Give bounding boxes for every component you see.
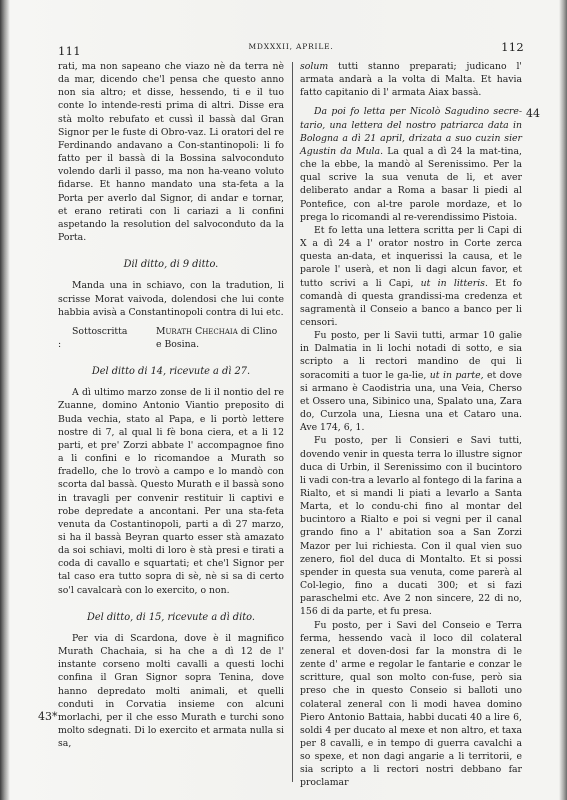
signature-block (58, 325, 284, 351)
column-divider (292, 62, 293, 782)
page-number-right: 112 (501, 40, 524, 54)
text-run: et dove si armano è Caodistria una, una Veia, Cherso et Ossero una, Sibinico una, Spalato una, Zara do, Curzola una, Liesna una et Cataro una. Ave 174, 6, 1. (300, 369, 522, 434)
italic-text: solum (300, 61, 329, 72)
signature-place: di Clino e Bosina. (156, 325, 278, 350)
paragraph: Per via di Scardona, dove è il magnifico Murath Chachaia, si ha che a dì 12 de l' instante corseno molti cavalli a questi lochi confina il Gran Signor sopra Tenina, dove hanno depredato molti animali, et quelli conduti in Corvatia insieme con alcuni morlachi, per il che esso Murath e turchi sono molto sdegnati. Di lo exercito et armata nulla si sa, (58, 632, 284, 750)
signature-text (132, 325, 284, 351)
text-run: tutti stanno preparati; judicano l' armata andarà a la volta di Malta. Et havia fatto capitanio di l' armata Aiax bassà. (300, 61, 522, 99)
page-number-left: 111 (58, 44, 81, 58)
signature-label: Sottoscritta : (58, 325, 128, 350)
paragraph: rati, ma non sapeano che viazo nè da terra nè da mar, dicendo che'l pensa che questo anno non sia altro; et disse, hessendo, ti e il tuo conte lo intende-resti prima di altri. Disse era stà molto rebufato et cussì il bassà dal Gran Signor per le fuste di Obro-vaz. Li oratori del re Ferdinando andavano a Con-stantinopoli: li fo fatto per il bassà di la Bossina salvoconduto volendo darli il passo, ma non ha-veano voluto fidarse. Et hanno mandato una sta-feta a la Porta per averlo dal Signor, di andar e tornar, et erano retirati con li cariazi a li confini aspetando la resolution del salvoconduto da la Porta. (58, 61, 284, 244)
page-edge-left (0, 0, 10, 800)
margin-note-right: 44 (526, 107, 540, 120)
paragraph: A dì ultimo marzo zonse de li il nontio del re Zuanne, domino Antonio Viantio preposito di Buda vechia, stato al Papa, e li portò lettere nostre di 7, al qual li fè bona ciera, et a li 12 parti, et pre' Zorzi abbate l' accompagnoe fino a li confini e lo ricomandoe a Murath so fradello, che lo trovò a campo e lo mandò con scorta dal bassà. Questo Murath e il bassà sono in travagli per convenir restituir li captivi e robe depredate a ancontani. Per una sta-feta venuta da Costantinopoli, parti a dì 27 marzo, si ha il bassà Beyran quarto esser stà amazato da soi schiavi, molti di loro è stà presi e tirati a coda di cavallo e squartati; et che'l Signor per tal caso era tutto sopra di sè, nè si sa di certo so'l cavalcarà con lo exercito, o non. (58, 387, 284, 596)
italic-text: ut in parte, (429, 369, 484, 381)
paragraph (300, 224, 522, 329)
paragraph (300, 105, 522, 223)
italic-text: Da poi fo letta per Nicolò Sagudino secre-tario, una lettera del nostro patriarca data in Bologna a dì 21 april, drizata a suo cuzin sier Agustin da Mula. (300, 106, 522, 157)
text-run: Fu posto, per li Savii tutti, armar 10 galie in Dalmatia in li lochi notadi di sotto, e sia scripto a li rectori mandino de qui li soracomiti a tuor le ga-lie, (300, 330, 522, 381)
running-header (58, 40, 524, 56)
right-column (300, 60, 522, 790)
text-run: Et fo comandà di questa grandissi-ma credenza et sagramentà il Conseio a banco a banco per li censori. (300, 277, 522, 328)
section-heading: Del ditto di 14, ricevute a dì 27. (91, 366, 251, 378)
paragraph: Fu posto, per i Savi del Conseio e Terra ferma, hessendo vacà il loco dil colateral zeneral et doven-dosi far la monstra di le zente d' arme e regolar le fantarie e conzar le scritture, qual son molto con-fuse, però sia preso che in questo Conseio si balloti uno colateral zeneral con li modi havea domino Piero Antonio Battaia, habbi ducati 40 a lire 6, soldi 4 per ducato al mexe et non altro, et taxa per 8 cavalli, e in tempo di guerra cavalchi a so spexe, et non dagi angarie a li territorii, e sia scripto a li rectori nostri debbano far proclamar (300, 619, 522, 789)
paragraph: Manda una in schiavo, con la tradution, li scrisse Morat vaivoda, dolendosi che lui conte habbia avisà a Constantinopoli contra di lui etc. (58, 280, 284, 318)
paragraph: Fu posto, per li Consieri e Savi tutti, dovendo venir in questa terra lo illustre signor duca di Urbin, il Serenissimo con il bucintoro li vadi con-tra a levarlo al fontego di la farina a Rialto, et si mandi li piati a levarlo a Santa Marta, et lo condu-chi fino al montar del bucintoro a Rialto e poi si vegni per il canal grando fino a l' abitation soa a San Zorzi Mazor per lui richiesta. Con il qual vien suo zenero, fiol del duca di Montalto. Et si possi spender in questa sua venuta, come parerà al Col-legio, fino a ducati 300; et si fazi paraschelmi etc. Ave 2 non sincere, 22 di no, 156 di da parte, et fu presa. (300, 435, 522, 618)
signature-name: Murath Chechaia (156, 325, 238, 337)
left-column (58, 60, 284, 750)
italic-text: ut in litteris. (420, 277, 488, 289)
running-title: MDXXXII, APRILE. (248, 42, 334, 51)
section-heading: Del ditto, di 15, ricevute a dì dito. (87, 611, 255, 623)
section-heading: Dil ditto, di 9 ditto. (123, 259, 219, 271)
text-run: Et fo letta una lettera scritta per li Capi di X a dì 24 a l' orator nostro in Corte zerca questa an-data, et inquerissi la causa, et le parole l' userà, et non li dagi alcun favor, et tutto scrivi a li Capi, (300, 224, 522, 289)
margin-note-left: 43* (38, 710, 58, 723)
paragraph (300, 60, 522, 99)
text-run: La qual a dì 24 la mat-tina, che la ebbe, la mandò al Serenissimo. Per la qual scrive la sua venuta de li, et aver deliberato andar a Roma a basar li piedi al Pontefice, con al-tre parole mordaze, et lo prega lo ricomandi al re-verendissimo Pistoia. (300, 145, 522, 223)
page-edge-right (559, 0, 567, 800)
paragraph (300, 329, 522, 434)
